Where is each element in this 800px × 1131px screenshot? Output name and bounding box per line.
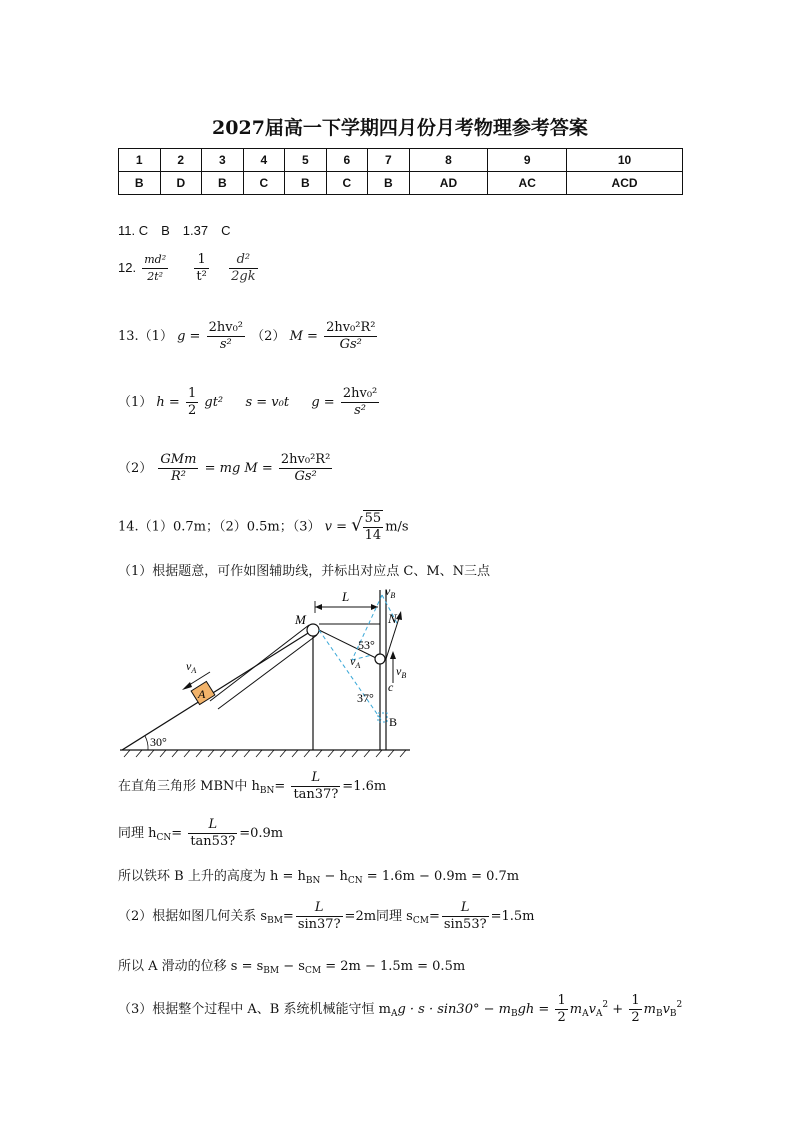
line5-middle: − s bbox=[279, 959, 305, 974]
line1-subscript: BN bbox=[259, 786, 275, 796]
line5-subscript-1: BM bbox=[263, 966, 280, 976]
fraction-denominator: sin53? bbox=[443, 917, 487, 932]
q13-sub1-g-fraction bbox=[341, 386, 379, 419]
line3-prefix: 所以铁环 B 上升的高度为 h = h bbox=[118, 869, 306, 884]
angle-30-arc bbox=[145, 736, 148, 750]
table-cell: AC bbox=[488, 172, 567, 195]
q14-line4: （2）根据如图几何关系 $s_{BM}=$ $\frac{L}{\sin 37?}$ =2m同理 $s_{CM}=$ $\frac{L}{\sin 53?}$ =1.5m bbox=[118, 900, 535, 932]
q13-m-lhs: M = bbox=[289, 329, 318, 344]
fraction-numerator: 2hv₀²R² bbox=[326, 320, 376, 335]
q12-fraction-2 bbox=[194, 252, 208, 285]
q14-line3 bbox=[118, 865, 519, 886]
q13-s-equation: s = v₀t bbox=[245, 395, 290, 410]
line6-rest: gh = bbox=[517, 1002, 550, 1017]
table-cell: 3 bbox=[202, 149, 244, 172]
table-cell: 1 bbox=[119, 149, 161, 172]
line4-result: =1.5m bbox=[490, 909, 535, 924]
line2-fraction bbox=[188, 817, 237, 850]
table-cell: B bbox=[368, 172, 410, 195]
q13-m-fraction bbox=[324, 320, 377, 353]
fraction-numerator: 55 bbox=[364, 511, 382, 526]
q13-sub1-g-lhs: g = bbox=[311, 395, 335, 410]
line6-term2-v-sub: B bbox=[669, 1009, 677, 1019]
fraction-numerator: L bbox=[188, 817, 237, 834]
line6-subscript: A bbox=[390, 1009, 398, 1019]
q14-answer bbox=[118, 510, 409, 544]
label-vA: $v_A$ bbox=[186, 659, 197, 675]
q13-label: 13.（1） bbox=[118, 329, 173, 344]
q14-v-fraction bbox=[363, 510, 384, 544]
q12-answer bbox=[118, 252, 260, 285]
line2-prefix: 同理 h bbox=[118, 826, 157, 841]
q13-h-rest: gt² bbox=[204, 395, 224, 410]
line4-subscript-2: CM bbox=[412, 916, 429, 926]
table-cell: B bbox=[285, 172, 327, 195]
q11-answer: 11. C B 1.37 C bbox=[118, 223, 231, 238]
label-30-degrees: 30° bbox=[150, 735, 167, 749]
label-vB-top: $v_B$ bbox=[385, 585, 396, 600]
line5-result: = 2m − 1.5m = 0.5m bbox=[321, 959, 466, 974]
physics-diagram bbox=[110, 585, 420, 760]
q14-intro: （1）根据题意，可作如图辅助线，并标出对应点 C、M、N三点 bbox=[118, 564, 491, 579]
N-arrowhead-icon bbox=[396, 611, 402, 620]
table-cell: 10 bbox=[567, 149, 683, 172]
rope-line-lower bbox=[218, 635, 317, 709]
fraction-numerator: L bbox=[442, 900, 489, 917]
fraction-numerator: 1 bbox=[631, 993, 640, 1008]
line1-result: =1.6m bbox=[342, 779, 387, 794]
line6-plus: + bbox=[608, 1002, 628, 1017]
label-vB-side: $v_B$ bbox=[396, 664, 407, 680]
line6-term1-m-sub: A bbox=[582, 1009, 589, 1019]
fraction-denominator: tan53? bbox=[190, 834, 236, 849]
table-cell: ACD bbox=[567, 172, 683, 195]
q13-part2-label: （2） bbox=[251, 329, 286, 344]
q13-sub2-label: （2） bbox=[118, 461, 153, 476]
q13-h-fraction bbox=[186, 386, 198, 419]
q14-line6 bbox=[118, 993, 682, 1026]
fraction-numerator: L bbox=[296, 900, 343, 917]
line1-fraction bbox=[291, 770, 340, 803]
q13-g-lhs: g = bbox=[177, 329, 201, 344]
table-cell: AD bbox=[409, 172, 488, 195]
table-cell: 8 bbox=[409, 149, 488, 172]
q13-gmm-fraction bbox=[158, 452, 198, 485]
line6-term2-v: v bbox=[662, 1002, 670, 1017]
q12-label: 12. bbox=[118, 260, 137, 275]
line5-subscript-2: CM bbox=[304, 966, 322, 976]
fraction-numerator: GMm bbox=[160, 452, 197, 467]
label-L: L bbox=[342, 589, 350, 604]
fraction-denominator: 2 bbox=[631, 1010, 640, 1025]
answer-table-number-row bbox=[119, 149, 683, 172]
q14-header: 14.（1）0.7m；（2）0.5m；（3） bbox=[118, 519, 321, 535]
line6-fraction-1 bbox=[555, 993, 567, 1026]
fraction-denominator: 2 bbox=[557, 1010, 566, 1025]
line4-prefix: （2）根据如图几何关系 s bbox=[118, 909, 268, 924]
line6-term1-v-sub: A bbox=[595, 1009, 603, 1019]
line6-term1-m: m bbox=[569, 1002, 583, 1017]
fraction-denominator: Gs² bbox=[294, 469, 317, 484]
table-cell: 6 bbox=[326, 149, 368, 172]
q14-v-lhs: v = bbox=[324, 519, 348, 535]
square-superscript: 2 bbox=[602, 1000, 609, 1010]
line6-prefix: （3）根据整个过程中 A、B 系统机械能守恒 m bbox=[118, 1002, 391, 1017]
label-B: B bbox=[389, 715, 398, 729]
table-cell: 9 bbox=[488, 149, 567, 172]
line3-middle: − h bbox=[320, 869, 348, 884]
line6-term2-m: m bbox=[643, 1002, 656, 1017]
fraction-numerator: 2hv₀²R² bbox=[280, 452, 331, 467]
fraction-denominator: sin37? bbox=[297, 917, 341, 932]
L-arrowhead-left-icon bbox=[315, 604, 322, 610]
label-53-degrees: 53° bbox=[358, 638, 375, 652]
fraction-denominator: 2gk bbox=[231, 269, 256, 284]
q12-fraction-3 bbox=[229, 252, 257, 285]
fraction-numerator: 2hv₀² bbox=[208, 320, 244, 335]
q13-gmm-middle: = mg M = bbox=[204, 461, 273, 476]
fraction-denominator: s² bbox=[219, 337, 232, 352]
answer-table-answer-row bbox=[119, 172, 683, 195]
label-vA-mid: $v_A$ bbox=[350, 654, 361, 670]
fraction-denominator: 14 bbox=[364, 528, 382, 543]
fraction-numerator: 2hv₀² bbox=[342, 386, 378, 401]
fraction-denominator: 2 bbox=[187, 403, 197, 418]
ground-hatching bbox=[124, 750, 406, 757]
line2-result: =0.9m bbox=[239, 826, 284, 841]
line4-fraction-2 bbox=[442, 900, 489, 933]
q14-line1 bbox=[118, 770, 386, 803]
label-c: c bbox=[388, 680, 394, 694]
q14-line5 bbox=[118, 955, 465, 976]
fraction-denominator: s² bbox=[354, 403, 366, 418]
pulley-M bbox=[307, 624, 319, 636]
line4-subscript: BM bbox=[267, 916, 283, 926]
sqrt-icon: √ bbox=[351, 514, 363, 536]
vB-side-arrowhead-icon bbox=[390, 651, 396, 659]
line3-subscript-2: CN bbox=[347, 876, 363, 886]
fraction-numerator: 1 bbox=[557, 993, 566, 1008]
line3-subscript-1: BN bbox=[305, 876, 321, 886]
page-title: 2027届高一下学期四月份月考物理参考答案 bbox=[212, 117, 588, 139]
fraction-numerator: 1 bbox=[187, 386, 197, 401]
q13-g-fraction bbox=[207, 320, 245, 353]
label-N: N bbox=[388, 611, 397, 626]
q14-v-unit: m/s bbox=[385, 519, 409, 535]
answer-table bbox=[118, 148, 683, 195]
vA-arrowhead-icon bbox=[182, 682, 192, 690]
incline-line bbox=[122, 630, 313, 750]
square-superscript: 2 bbox=[676, 1000, 683, 1010]
table-cell: C bbox=[326, 172, 368, 195]
q13-sub2-m-fraction bbox=[279, 452, 332, 485]
rope-line-upper bbox=[210, 625, 309, 701]
line2-subscript: CN bbox=[156, 833, 172, 843]
q13-sub2 bbox=[118, 452, 334, 485]
fraction-numerator: d² bbox=[229, 252, 257, 269]
line4-middle: =2m同理 s bbox=[344, 909, 413, 924]
fraction-denominator: t² bbox=[196, 269, 207, 284]
table-cell: C bbox=[243, 172, 285, 195]
L-arrowhead-right-icon bbox=[371, 604, 378, 610]
fraction-numerator: md² bbox=[142, 252, 168, 269]
table-cell: 7 bbox=[368, 149, 410, 172]
line3-result: = 1.6m − 0.9m = 0.7m bbox=[362, 869, 520, 884]
table-cell: D bbox=[160, 172, 202, 195]
q12-fraction-1 bbox=[142, 252, 168, 285]
q13-answer bbox=[118, 320, 379, 353]
line6-term2-m-sub: B bbox=[655, 1009, 663, 1019]
line2-equals: = bbox=[171, 826, 183, 841]
table-cell: 4 bbox=[243, 149, 285, 172]
table-cell: 5 bbox=[285, 149, 327, 172]
label-A: A bbox=[198, 687, 206, 701]
line6-term1-v: v bbox=[588, 1002, 596, 1017]
line5-prefix: 所以 A 滑动的位移 s = s bbox=[118, 959, 264, 974]
line1-equals: = bbox=[274, 779, 286, 794]
fraction-denominator: tan37? bbox=[293, 787, 339, 802]
q13-sub1-label: （1） bbox=[118, 395, 153, 410]
fraction-denominator: R² bbox=[170, 469, 186, 484]
q14-line2 bbox=[118, 817, 283, 850]
line1-prefix: 在直角三角形 MBN中 h bbox=[118, 779, 260, 794]
fraction-numerator: 1 bbox=[194, 252, 208, 269]
line4-fraction-1 bbox=[296, 900, 343, 933]
label-M: M bbox=[295, 612, 306, 627]
fraction-denominator: Gs² bbox=[339, 337, 362, 352]
ring-B bbox=[375, 654, 385, 664]
fraction-numerator: L bbox=[291, 770, 340, 787]
table-cell: 2 bbox=[160, 149, 202, 172]
line6-middle: g · s · sin30° − m bbox=[397, 1002, 511, 1017]
q13-sub1 bbox=[118, 386, 381, 419]
q13-h-lhs: h = bbox=[156, 395, 180, 410]
table-cell: B bbox=[119, 172, 161, 195]
line6-fraction-2 bbox=[629, 993, 641, 1026]
table-cell: B bbox=[202, 172, 244, 195]
fraction-denominator: 2t² bbox=[147, 270, 164, 283]
line6-subscript-2: B bbox=[510, 1009, 518, 1019]
label-37-degrees: 37° bbox=[357, 691, 374, 705]
